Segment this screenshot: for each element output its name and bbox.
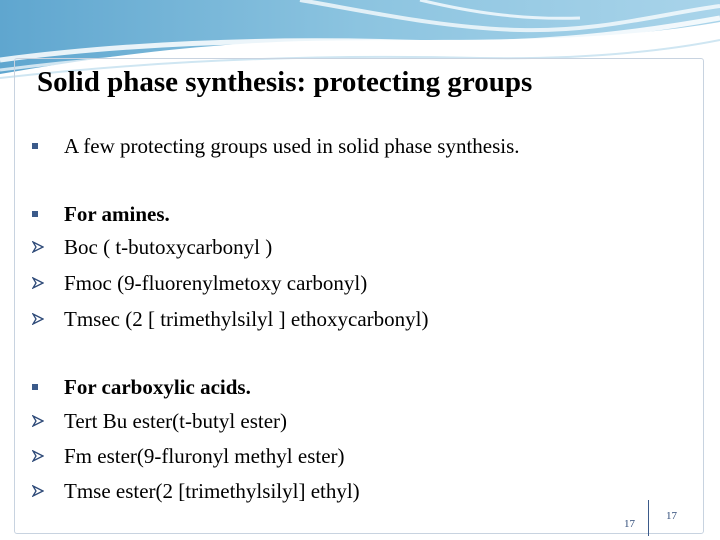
intro-bullet	[32, 131, 520, 161]
amines-heading-bullet	[32, 199, 170, 229]
arrow-bullet-icon	[32, 415, 64, 427]
arrow-bullet-icon	[32, 241, 64, 253]
acids-heading: For carboxylic acids.	[64, 374, 251, 399]
square-bullet-icon	[32, 384, 64, 390]
acid-item-text: Tmse ester(2 [trimethylsilyl] ethyl)	[64, 478, 360, 503]
square-bullet-icon	[32, 143, 64, 149]
page-number-corner: 17	[666, 510, 677, 522]
acid-item	[32, 476, 360, 506]
arrow-bullet-icon	[32, 313, 64, 325]
arrow-bullet-icon	[32, 485, 64, 497]
amine-item	[32, 304, 429, 334]
amine-item	[32, 232, 272, 262]
page-number: 17	[624, 518, 635, 530]
amine-item	[32, 268, 367, 298]
footer-divider	[648, 500, 649, 536]
amine-item-text: Fmoc (9-fluorenylmetoxy carbonyl)	[64, 270, 368, 295]
slide-title: Solid phase synthesis: protecting groups	[37, 66, 533, 98]
square-bullet-icon	[32, 211, 64, 217]
arrow-bullet-icon	[32, 450, 64, 462]
arrow-bullet-icon	[32, 277, 64, 289]
acid-item-text: Tert Bu ester(t-butyl ester)	[64, 408, 288, 433]
acid-item-text: Fm ester(9-fluronyl methyl ester)	[64, 443, 345, 468]
acid-item	[32, 406, 287, 436]
acids-heading-bullet	[32, 372, 251, 402]
amine-item-text: Tmsec (2 [ trimethylsilyl ] ethoxycarbonyl)	[64, 306, 429, 331]
amines-heading: For amines.	[64, 201, 170, 226]
acid-item	[32, 441, 345, 471]
intro-text: A few protecting groups used in solid phase synthesis.	[64, 133, 520, 158]
amine-item-text: Boc ( t-butoxycarbonyl )	[64, 234, 273, 259]
